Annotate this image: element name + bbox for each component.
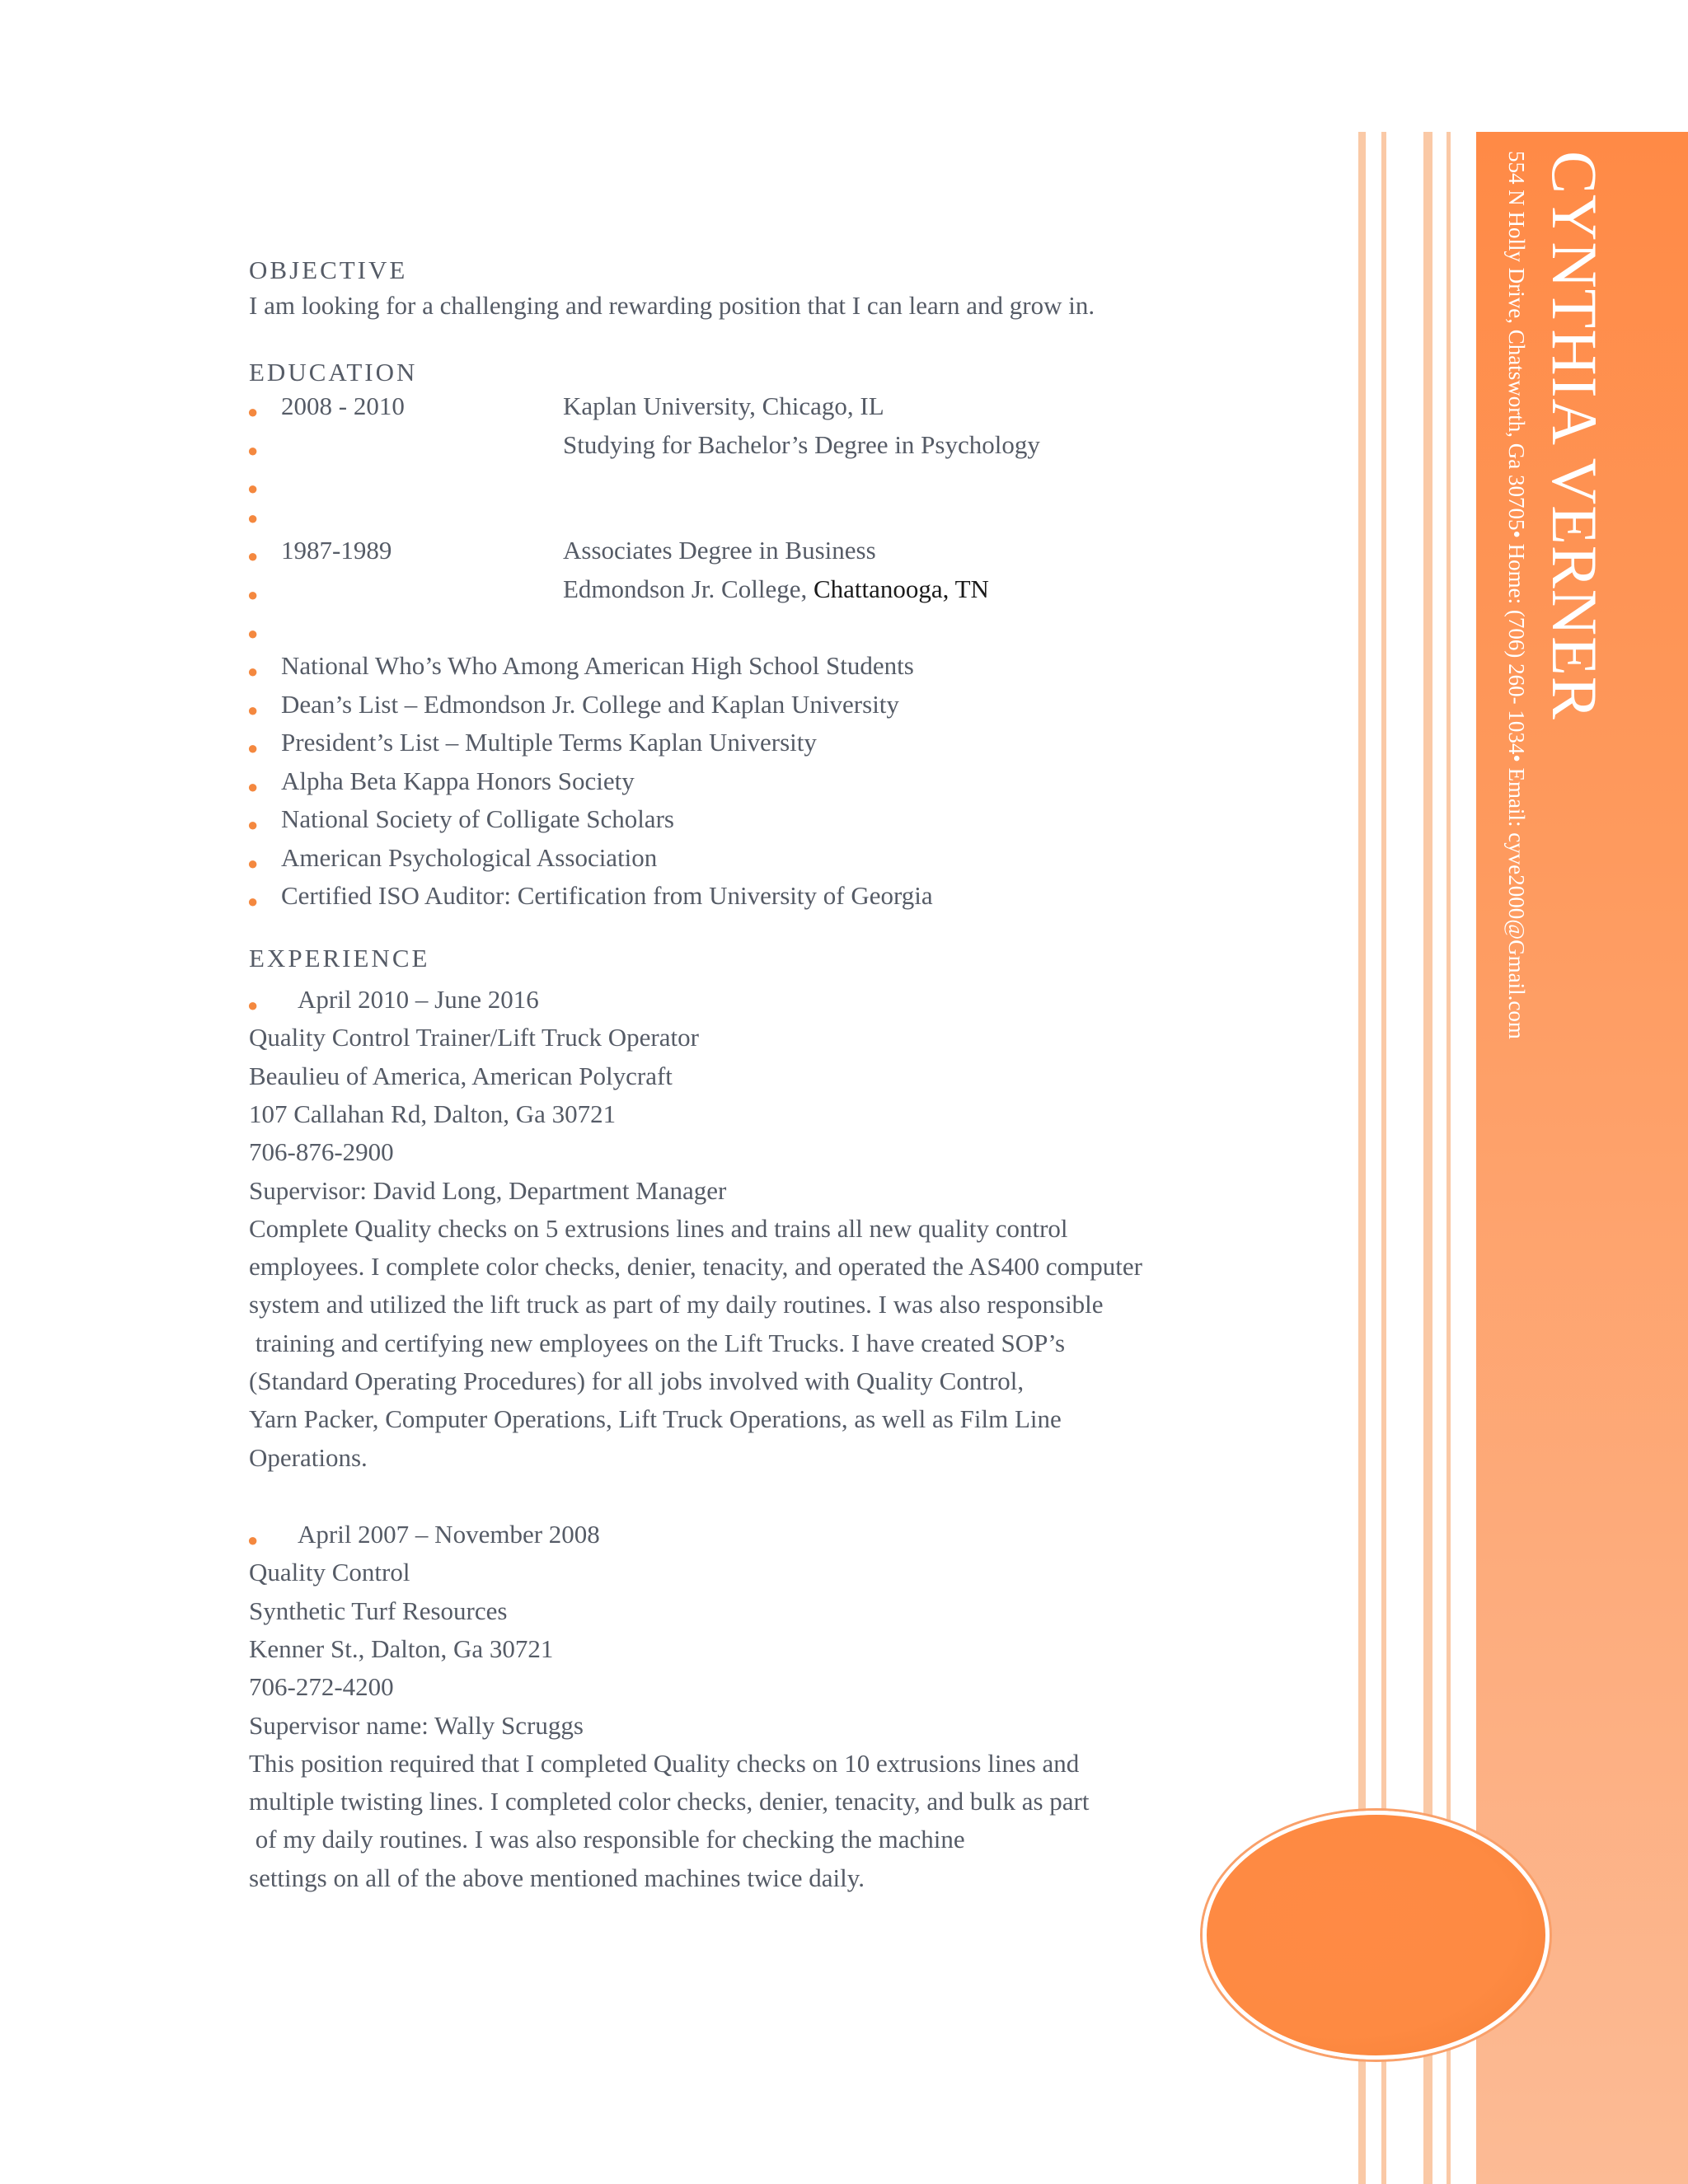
contact-info: 554 N Holly Drive, Chatsworth, Ga 30705• Home: (706) 260- 1034• Email: cyve2000@Gmail.com xyxy=(1504,151,1529,1039)
job-detail-line: Supervisor name: Wally Scruggs xyxy=(249,1710,584,1740)
job-detail-line: Beaulieu of America, American Polycraft xyxy=(249,1061,673,1090)
candidate-name: CYNTHIA VERNER xyxy=(1539,151,1611,720)
honor-item: National Society of Colligate Scholars xyxy=(281,804,674,833)
job-detail-line: Yarn Packer, Computer Operations, Lift Truck Operations, as well as Film Line xyxy=(249,1404,1062,1434)
job-detail-line: Synthetic Turf Resources xyxy=(249,1596,508,1625)
bullet-icon: ● xyxy=(247,852,259,874)
objective-text: I am looking for a challenging and rewarding position that I can learn and grow in. xyxy=(249,291,1095,320)
bullet-icon: ● xyxy=(247,584,259,605)
education-date: 2008 - 2010 xyxy=(281,391,405,420)
job-detail-line: settings on all of the above mentioned machines twice daily. xyxy=(249,1863,865,1892)
honor-item: President’s List – Multiple Terms Kaplan University xyxy=(281,728,817,757)
bullet-icon: ● xyxy=(247,1530,259,1550)
job-detail-line: Operations. xyxy=(249,1442,368,1472)
education-date: 1987-1989 xyxy=(281,536,392,565)
education-school: Associates Degree in Business xyxy=(563,536,876,565)
bullet-icon: ● xyxy=(247,508,259,528)
job-detail-line: This position required that I completed Quality checks on 10 extrusions lines and xyxy=(249,1748,1080,1778)
bullet-icon: ● xyxy=(247,401,259,422)
bullet-icon: ● xyxy=(247,776,259,797)
bullet-icon: ● xyxy=(247,814,259,835)
honor-item: American Psychological Association xyxy=(281,842,658,872)
education-heading: EDUCATION xyxy=(249,358,418,387)
job-detail-line: of my daily routines. I was also responsible for checking the machine xyxy=(249,1825,965,1854)
bullet-icon: ● xyxy=(247,891,259,912)
job-detail-line: Quality Control xyxy=(249,1558,410,1587)
education-school: Edmondson Jr. College, Chattanooga, TN xyxy=(563,574,989,603)
decorative-circle xyxy=(1203,1811,1550,2060)
bullet-icon: ● xyxy=(247,995,259,1015)
bullet-icon: ● xyxy=(247,738,259,758)
job-detail-line: 706-272-4200 xyxy=(249,1672,394,1702)
bullet-icon: ● xyxy=(247,623,259,644)
bullet-icon: ● xyxy=(247,661,259,682)
job-detail-line: (Standard Operating Procedures) for all jobs involved with Quality Control, xyxy=(249,1366,1025,1395)
job-detail-line: Kenner St., Dalton, Ga 30721 xyxy=(249,1633,554,1663)
bullet-icon: ● xyxy=(247,699,259,720)
job-detail-line: Quality Control Trainer/Lift Truck Operator xyxy=(249,1023,699,1052)
job-dates: April 2007 – November 2008 xyxy=(298,1520,600,1549)
honor-item: Alpha Beta Kappa Honors Society xyxy=(281,766,635,795)
honor-item: Certified ISO Auditor: Certification from University of Georgia xyxy=(281,881,933,910)
job-detail-line: Complete Quality checks on 5 extrusions lines and trains all new quality control xyxy=(249,1213,1068,1243)
bullet-icon: ● xyxy=(247,546,259,566)
honor-item: National Who’s Who Among American High School Students xyxy=(281,651,914,680)
job-detail-line: 107 Callahan Rd, Dalton, Ga 30721 xyxy=(249,1099,617,1128)
bullet-icon: ● xyxy=(247,478,259,499)
objective-heading: OBJECTIVE xyxy=(249,255,408,284)
job-detail-line: system and utilized the lift truck as part of my daily routines. I was also responsible xyxy=(249,1290,1104,1319)
education-school: Kaplan University, Chicago, IL xyxy=(563,391,884,420)
experience-heading: EXPERIENCE xyxy=(249,944,430,972)
job-dates: April 2010 – June 2016 xyxy=(298,985,539,1014)
job-detail-line: training and certifying new employees on the Lift Trucks. I have created SOP’s xyxy=(249,1328,1066,1357)
education-location: Chattanooga, TN xyxy=(807,574,989,603)
job-detail-line: Supervisor: David Long, Department Manager xyxy=(249,1175,727,1205)
job-detail-line: employees. I complete color checks, denier, tenacity, and operated the AS400 computer xyxy=(249,1252,1142,1282)
honor-item: Dean’s List – Edmondson Jr. College and Kaplan University xyxy=(281,689,899,719)
education-school: Studying for Bachelor’s Degree in Psychology xyxy=(563,430,1040,459)
bullet-icon: ● xyxy=(247,440,259,461)
job-detail-line: 706-876-2900 xyxy=(249,1137,394,1167)
job-detail-line: multiple twisting lines. I completed color checks, denier, tenacity, and bulk as part xyxy=(249,1787,1090,1816)
